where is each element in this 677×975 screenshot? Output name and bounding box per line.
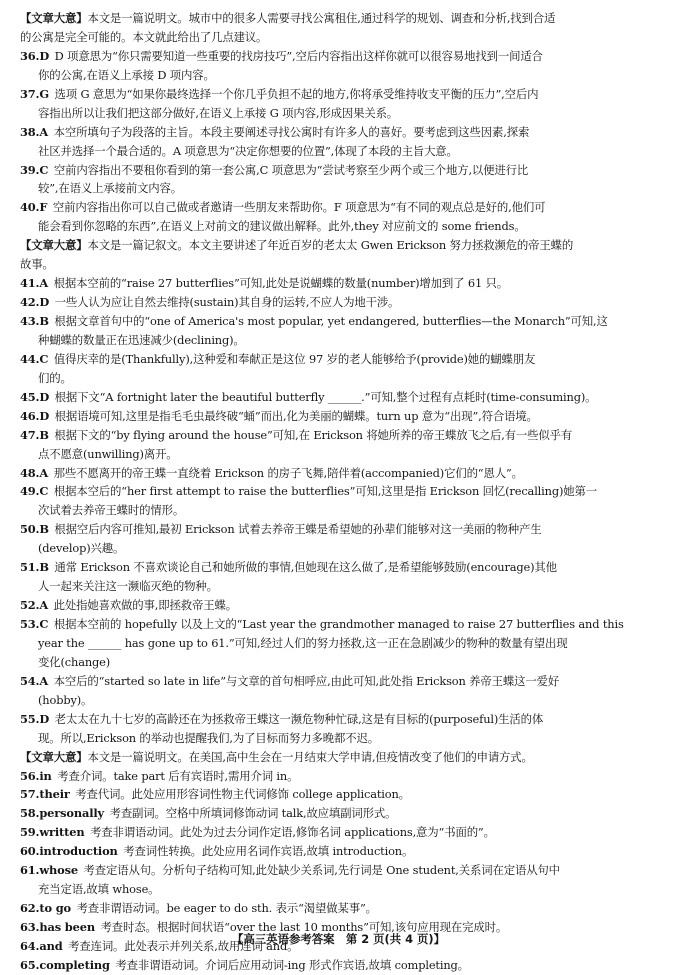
- answer-number: 48.A: [20, 465, 49, 480]
- answer-number: 61.whose: [20, 863, 78, 878]
- answer-number: 41.A: [20, 276, 49, 291]
- answer-explanation: 们的。: [38, 370, 72, 385]
- answer-item: [20, 274, 660, 293]
- answer-item: [20, 842, 660, 861]
- answer-item-continuation: [20, 66, 660, 85]
- answer-explanation: 空前内容指出不要租你看到的第一套公寓,C 项意思为“尝试考察至少两个或三个地方,以便进行比: [53, 162, 529, 177]
- answer-number: 39.C: [20, 162, 49, 177]
- answer-item-continuation: [20, 691, 660, 710]
- answer-item: [20, 312, 660, 331]
- answer-explanation: 根据本空后的“her first attempt to raise the butterflies”可知,这里是指 Erickson 回忆(recalling)她第一: [53, 484, 598, 499]
- answer-number: 65.completing: [20, 957, 110, 972]
- answer-number: 43.B: [20, 314, 49, 328]
- answer-explanation: 社区并选择一个最合适的。A 项意思为“决定你想要的位置”,体现了本段的主旨大意。: [38, 143, 458, 158]
- answer-number: 53.C: [20, 617, 49, 631]
- answer-explanation: 变化(change): [38, 654, 111, 669]
- answer-item: [20, 388, 660, 407]
- answer-item-continuation: [20, 653, 660, 672]
- answer-number: 62.to go: [20, 901, 72, 916]
- answer-explanation: 考查词性转换。此处应用名词作宾语,故填 introduction。: [123, 844, 414, 859]
- answer-item: [20, 47, 660, 66]
- answer-explanation: 考查非谓语动词。be eager to do sth. 表示“渴望做某事”。: [76, 901, 377, 916]
- passage-summary: [20, 9, 660, 28]
- answer-explanation: 能会看到你忽略的东西”,在语义上对前文的建议做出解释。此外,they 对应前文的 some friends。: [38, 219, 526, 234]
- answer-explanation: 一些人认为应让自然去维持(sustain)其自身的运转,不应人为地干涉。: [54, 295, 400, 310]
- answer-explanation: 根据空后内容可推知,最初 Erickson 试着去养帝王蝶是希望她的孙辈们能够对这一美丽的物种产生: [54, 522, 542, 537]
- answer-item-continuation: [20, 217, 660, 236]
- answer-explanation: 考查时态。根据时间状语“over the last 10 months”可知,该句应用现在完成时。: [100, 920, 508, 934]
- answer-number: 47.B: [20, 427, 49, 442]
- answer-explanation: 考查代词。此处应用形容词性物主代词修饰 college application。: [75, 787, 410, 802]
- answer-number: 63.has been: [20, 920, 95, 934]
- answer-item-continuation: [20, 729, 660, 748]
- answer-explanation: 考查非谓语动词。介词后应用动词-ing 形式作宾语,故填 completing。: [115, 957, 469, 972]
- summary-tag: 【文章大意】: [20, 749, 88, 764]
- answer-item: [20, 350, 660, 369]
- answer-item-continuation: [20, 331, 660, 350]
- answer-explanation: 种蝴蝶的数量正在迅速减少(declining)。: [38, 332, 245, 347]
- answer-explanation: 值得庆幸的是(Thankfully),这种爱和奉献正是这位 97 岁的老人能够给予(provide)她的蝴蝶朋友: [53, 351, 536, 366]
- answer-item: [20, 899, 660, 918]
- answer-item: [20, 482, 660, 501]
- answer-item: [20, 823, 660, 842]
- answer-explanation: 根据文章首句中的“one of America's most popular, yet endangered, butterflies—the Monarch”可知,这: [54, 314, 608, 328]
- answer-item-continuation: [20, 539, 660, 558]
- answer-explanation: 根据下文的“by flying around the house”可知,在 Erickson 将她所养的帝王蝶放飞之后,有一些似乎有: [54, 427, 573, 442]
- answer-number: 59.written: [20, 825, 85, 840]
- answer-number: 54.A: [20, 673, 49, 688]
- answer-item: [20, 85, 660, 104]
- answer-explanation: 根据语境可知,这里是指毛毛虫最终破“蛹”而出,化为美丽的蝴蝶。turn up 意为“出现”,符合语境。: [54, 408, 538, 423]
- answer-number: 46.D: [20, 408, 50, 423]
- answer-item-continuation: [20, 577, 660, 596]
- answer-explanation: 考查副词。空格中所填词修饰动词 talk,故应填副词形式。: [109, 806, 397, 821]
- answer-item: [20, 861, 660, 880]
- answer-item: [20, 407, 660, 426]
- summary-continuation: 故事。: [20, 257, 54, 272]
- answer-number: 42.D: [20, 295, 50, 310]
- answer-explanation: 选项 G 意思为“如果你最终选择一个你几乎负担不起的地方,你将承受维持收支平衡的压力”,空后内: [54, 86, 539, 101]
- answer-item: [20, 520, 660, 539]
- summary-text: 本文是一篇说明文。在美国,高中生会在一月结束大学申请,但疫情改变了他们的申请方式。: [87, 749, 533, 764]
- answer-number: 38.A: [20, 124, 49, 139]
- answer-item: [20, 558, 660, 577]
- answer-number: 36.D: [20, 48, 50, 63]
- answer-item-continuation: [20, 104, 660, 123]
- answer-item-continuation: [20, 142, 660, 161]
- answer-explanation: 考查连词。此处表示并列关系,故用连词 and。: [68, 938, 299, 953]
- answer-explanation: 通常 Erickson 不喜欢谈论自己和她所做的事情,但她现在这么做了,是希望能够鼓励(encourage)其他: [54, 560, 557, 575]
- answer-number: 64.and: [20, 938, 63, 953]
- passage-summary: [20, 748, 660, 767]
- answer-explanation: 空前内容指出你可以自己做或者邀请一些朋友来帮助你。F 项意思为“有不同的观点总是好的,他们可: [52, 200, 546, 215]
- answer-number: 40.F: [20, 200, 48, 215]
- answer-item: [20, 198, 660, 217]
- answer-explanation: 本空后的“started so late in life”与文章的首句相呼应,由此可知,此处指 Erickson 养帝王蝶这一爱好: [53, 673, 560, 688]
- answer-explanation: 考查定语从句。分析句子结构可知,此处缺少关系词,先行词是 One student,关系词在定语从句中: [83, 863, 560, 878]
- answer-explanation: 此处指她喜欢做的事,即拯救帝王蝶。: [53, 598, 237, 613]
- answer-explanation: 次试着去养帝王蝶时的情形。: [38, 503, 185, 518]
- answer-item: [20, 956, 660, 975]
- answer-explanation: 点不愿意(unwilling)离开。: [38, 446, 178, 461]
- answer-explanation: 考查介词。take part 后有宾语时,需用介词 in。: [57, 768, 299, 783]
- answer-item: [20, 596, 660, 615]
- answer-explanation: D 项意思为“你只需要知道一些重要的找房技巧”,空后内容指出这样你就可以很容易地找到一间适合: [54, 48, 543, 63]
- answer-explanation: 老太太在九十七岁的高龄还在为拯救帝王蝶这一濒危物种忙碌,这是有目标的(purposeful)生活的体: [54, 711, 544, 726]
- answer-item: [20, 710, 660, 729]
- answer-number: 51.B: [20, 560, 49, 575]
- answer-explanation: 较”,在语义上承接前文内容。: [38, 181, 183, 196]
- answer-number: 44.C: [20, 351, 49, 366]
- answer-item-continuation: [20, 880, 660, 899]
- summary-text: 本文是一篇说明文。城市中的很多人需要寻找公寓租住,通过科学的规划、调查和分析,找到合适: [87, 11, 556, 25]
- answer-item-continuation: [20, 501, 660, 520]
- answer-item: [20, 123, 660, 142]
- answer-number: 37.G: [20, 86, 49, 101]
- answer-explanation: 根据本空前的“raise 27 butterflies”可知,此处是说蝴蝶的数量(number)增加到了 61 只。: [53, 276, 508, 291]
- answer-explanation: year the ______ has gone up to 61.”可知,经过人们的努力拯救,这一正在急剧减少的物种的数量有望出现: [38, 635, 568, 650]
- answer-number: 45.D: [20, 389, 50, 404]
- answer-item: [20, 161, 660, 180]
- page-footer: 【高三英语参考答案 第 2 页(共 4 页)】: [232, 932, 445, 946]
- answer-explanation: 充当定语,故填 whose。: [38, 882, 160, 897]
- answer-explanation: 考查非谓语动词。此处为过去分词作定语,修饰名词 applications,意为“书面的”。: [90, 825, 495, 840]
- answer-explanation: 你的公寓,在语义上承接 D 项内容。: [38, 67, 215, 82]
- answer-number: 49.C: [20, 484, 49, 499]
- answer-item: [20, 785, 660, 804]
- answer-page: [20, 9, 660, 975]
- answer-number: 57.their: [20, 787, 70, 802]
- answer-item: [20, 293, 660, 312]
- answer-explanation: 容指出所以让我们把这部分做好,在语义上承接 G 项内容,形成因果关系。: [38, 105, 399, 120]
- answer-explanation: (develop)兴趣。: [38, 541, 125, 556]
- answer-item: [20, 464, 660, 483]
- answer-number: 52.A: [20, 598, 49, 613]
- answer-number: 58.personally: [20, 806, 105, 821]
- answer-explanation: 那些不愿离开的帝王蝶一直绕着 Erickson 的房子飞舞,陪伴着(accompanied)它们的“恩人”。: [53, 465, 523, 480]
- summary-tag: 【文章大意】: [20, 11, 88, 25]
- answer-number: 50.B: [20, 522, 49, 537]
- passage-summary: [20, 236, 660, 255]
- summary-tag: 【文章大意】: [20, 238, 88, 253]
- answer-item-continuation: [20, 369, 660, 388]
- answer-number: 56.in: [20, 768, 52, 783]
- answer-item: [20, 615, 660, 634]
- answer-number: 60.introduction: [20, 844, 118, 859]
- answer-explanation: 本空所填句子为段落的主旨。本段主要阐述寻找公寓时有许多人的喜好。要考虑到这些因素,探索: [53, 124, 530, 139]
- answer-explanation: 根据下文“A fortnight later the beautiful butterfly ______.”可知,整个过程有点耗时(time-consuming)。: [54, 389, 597, 404]
- answer-item: [20, 426, 660, 445]
- answer-explanation: 根据本空前的 hopefully 以及上文的“Last year the grandmother managed to raise 27 butterflies and this: [53, 617, 624, 631]
- summary-continuation: 的公寓是完全可能的。本文就此给出了几点建议。: [20, 29, 268, 44]
- answer-item: [20, 672, 660, 691]
- answer-item-continuation: [20, 445, 660, 464]
- answer-number: 55.D: [20, 711, 50, 726]
- answer-explanation: 人一起来关注这一濒临灭绝的物种。: [38, 579, 218, 594]
- answer-explanation: (hobby)。: [38, 692, 93, 707]
- answer-item: [20, 804, 660, 823]
- answer-explanation: 现。所以,Erickson 的举动也提醒我们,为了目标而努力多晚都不迟。: [38, 730, 379, 745]
- summary-text: 本文是一篇记叙文。本文主要讲述了年近百岁的老太太 Gwen Erickson 努力拯救濒危的帝王蝶的: [87, 238, 574, 253]
- answer-item: [20, 767, 660, 786]
- answer-item-continuation: [20, 179, 660, 198]
- answer-item-continuation: [20, 634, 660, 653]
